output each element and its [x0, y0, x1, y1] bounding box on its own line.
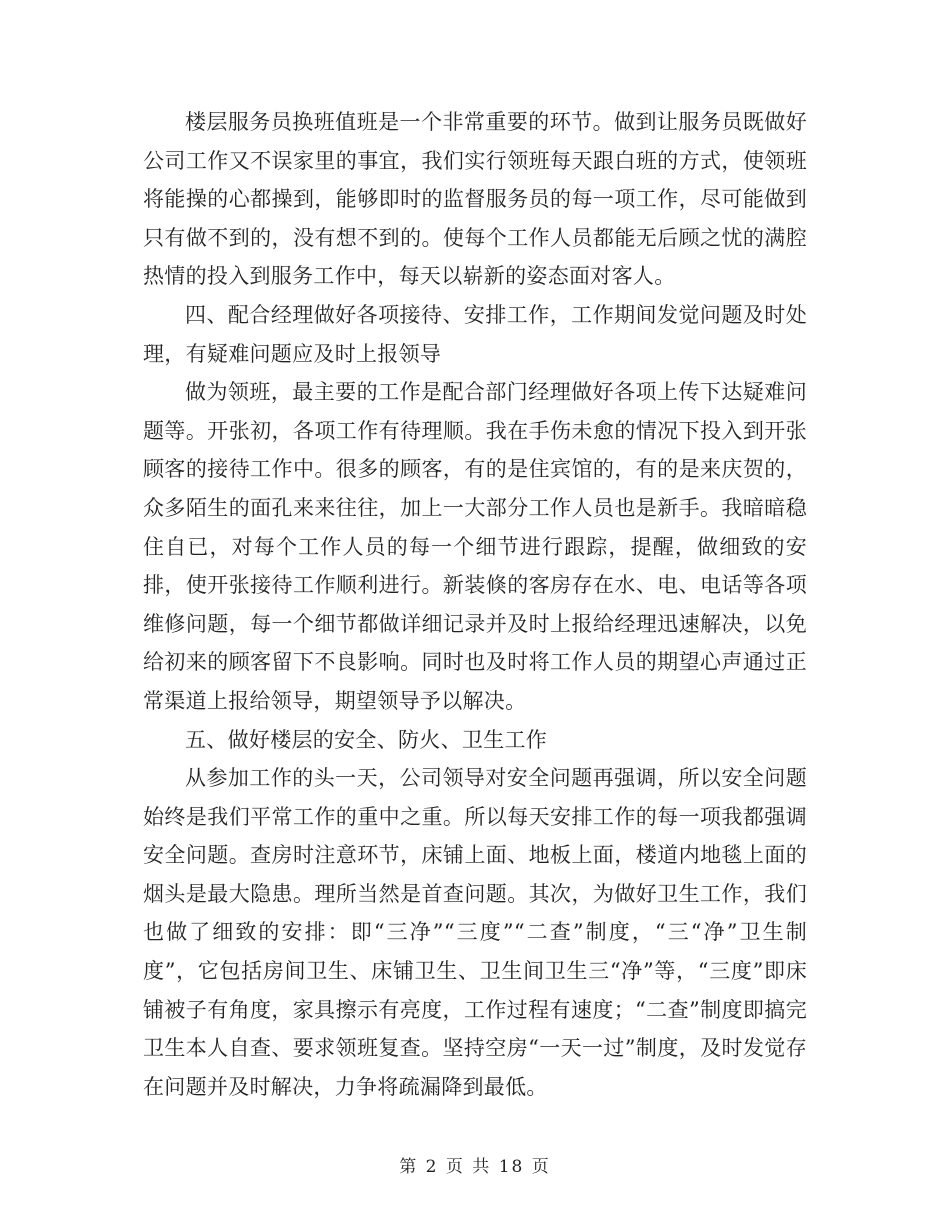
- section-heading-four: 四、配合经理做好各项接待、安排工作，工作期间发觉问题及时处理，有疑难问题应及时上报领导: [143, 302, 807, 366]
- section-heading-five: 五、做好楼层的安全、防火、卫生工作: [185, 727, 548, 752]
- paragraph-reception-work: 做为领班，最主要的工作是配合部门经理做好各项上传下达疑难问题等。开张初，各项工作有待理顺。我在手伤未愈的情况下投入到开张顾客的接待工作中。很多的顾客，有的是住宾馆的，有的是来庆贺的，众多陌生的面孔来来往往，加上一大部分工作人员也是新手。我暗暗稳住自已，对每个工作人员的每一个细节进行跟踪，提醒，做细致的安排，使开张接待工作顺利进行。新装倏的客房存在水、电、电话等各项维修问题，每一个细节都做详细记录并及时上报给经理迅速解决，以免给初来的顾客留下不良影响。同时也及时将工作人员的期望心声通过正常渠道上报给领导，期望领导予以解决。: [143, 380, 807, 713]
- paragraph-safety-hygiene: 从参加工作的头一天，公司领导对安全问题再强调，所以安全问题始终是我们平常工作的重中之重。所以每天安排工作的每一项我都强调安全问题。查房时注意环节，床铺上面、地板上面，楼道内地毯上面的烟头是最大隐患。理所当然是首查问题。其次，为做好卫生工作，我们也做了细致的安排：即“三净”“三度”“二查”制度，“三“净”卫生制度”，它包括房间卫生、床铺卫生、卫生间卫生三“净”等，“三度”即床铺被子有角度，家具擦示有亮度，工作过程有速度；“二查”制度即搞完卫生本人自查、要求领班复查。坚持空房“一天一过”制度，及时发觉存在问题并及时解决，力争将疏漏降到最低。: [143, 766, 807, 1099]
- document-body: [143, 103, 807, 1106]
- paragraph-shift-duty: 楼层服务员换班值班是一个非常重要的环节。做到让服务员既做好公司工作又不误家里的事宜，我们实行领班每天跟白班的方式，使领班将能操的心都操到，能够即时的监督服务员的每一项工作，尽可能做到只有做不到的，没有想不到的。使每个工作人员都能无后顾之忧的满腔热情的投入到服务工作中，每天以崭新的姿态面对客人。: [143, 110, 807, 289]
- page-number-footer: 第 2 页 共 18 页: [399, 1157, 551, 1177]
